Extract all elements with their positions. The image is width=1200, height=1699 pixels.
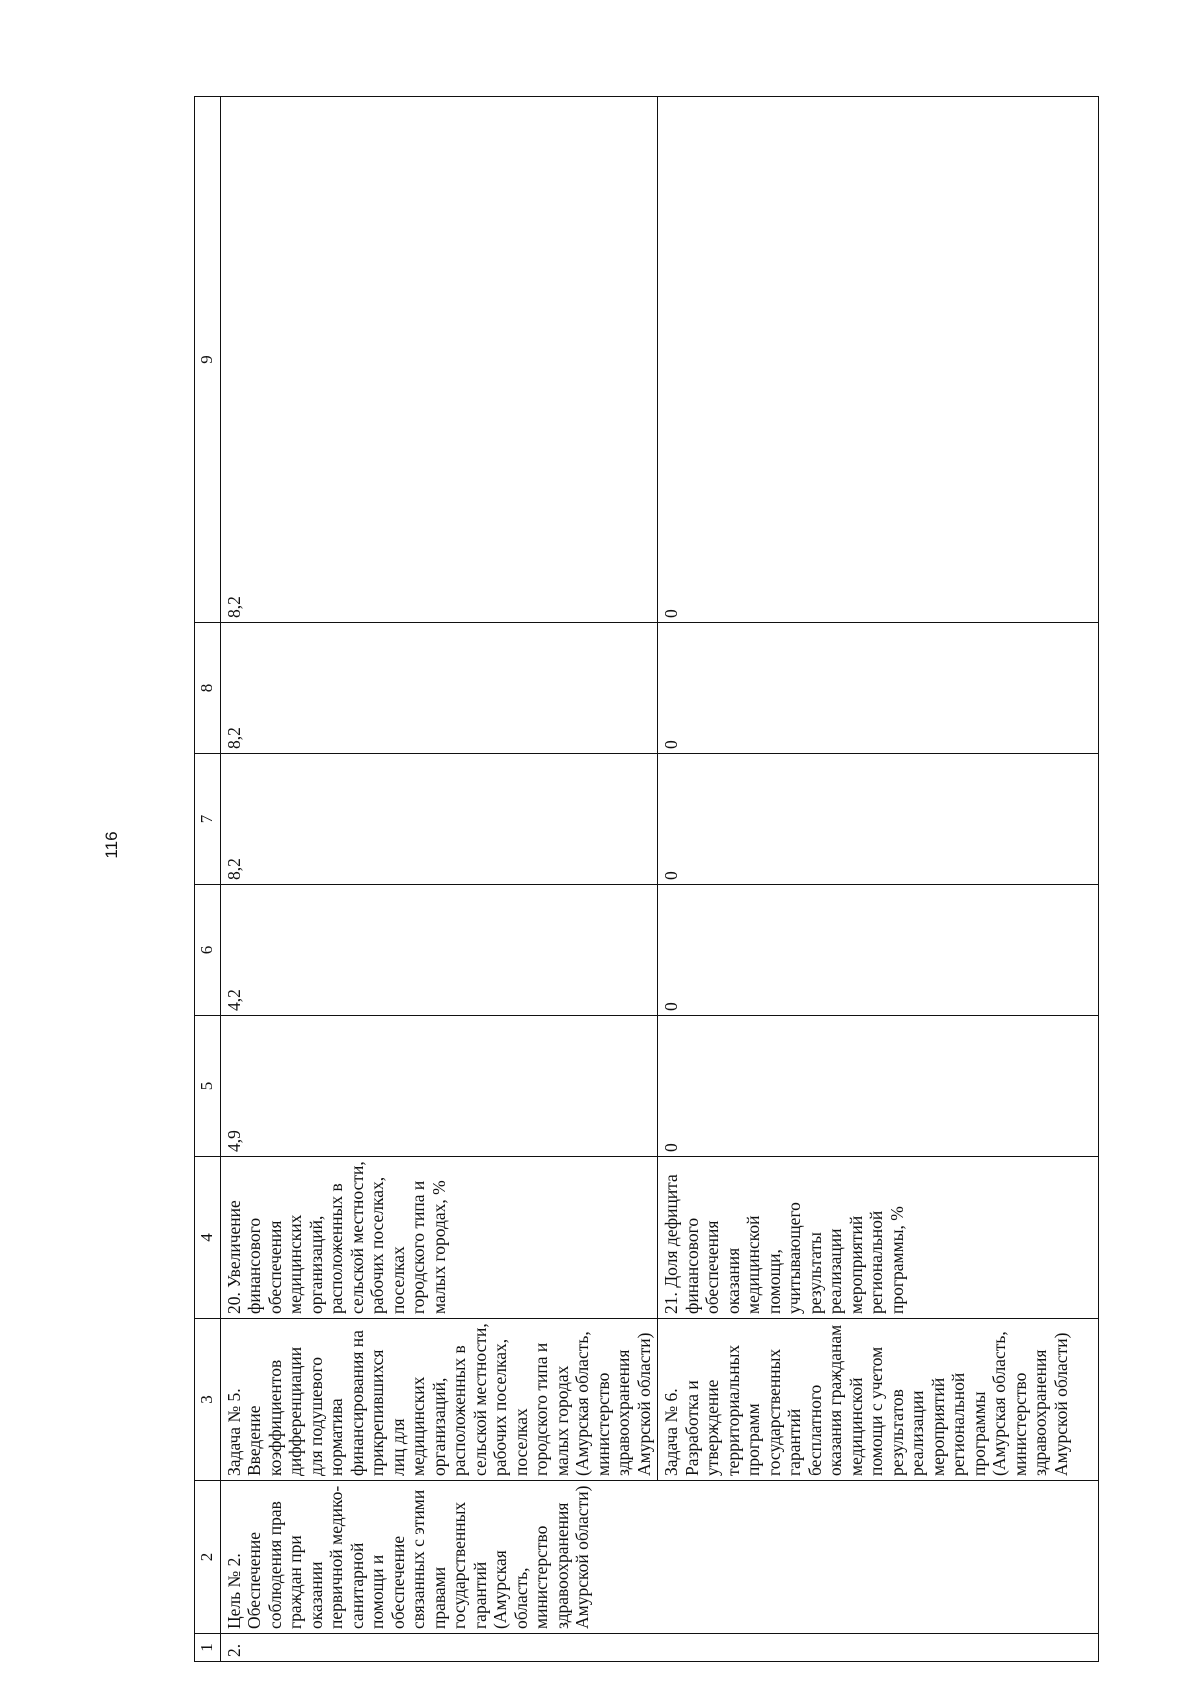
task-cell: Задача № 5. Введение коэффициентов дифференциации для подушевого норматива финансирования на прикрепившихся лиц для медицинских организаций, расположенных в сельской местности, рабочих поселках, поселках городского типа и малых городах (Амурская область, министерство здравоохранения Амурской области): [220, 1319, 658, 1481]
value-cell-7: 0: [658, 754, 1099, 885]
value-cell-7: 8,2: [220, 754, 658, 885]
value-cell-6: 4,2: [220, 885, 658, 1016]
row-number-cell: 2.: [220, 1634, 1099, 1662]
value-cell-5: 0: [658, 1016, 1099, 1157]
col-header-5: 5: [195, 1016, 221, 1157]
page-number: 116: [102, 831, 121, 859]
col-header-7: 7: [195, 754, 221, 885]
col-header-6: 6: [195, 885, 221, 1016]
table-row: [658, 97, 1099, 1662]
value-cell-8: 8,2: [220, 623, 658, 754]
indicators-table-wrapper: [194, 97, 1099, 1662]
value-cell-8: 0: [658, 623, 1099, 754]
value-cell-5: 4,9: [220, 1016, 658, 1157]
col-header-1: 1: [195, 1634, 221, 1662]
indicators-table: [194, 96, 1099, 1662]
col-header-3: 3: [195, 1319, 221, 1481]
table-row: [220, 97, 658, 1662]
col-header-8: 8: [195, 623, 221, 754]
col-header-9: 9: [195, 97, 221, 623]
indicator-cell: 21. Доля дефицита финансового обеспечения оказания медицинской помощи, учитывающего результаты реализации мероприятий региональной программы, %: [658, 1157, 1099, 1319]
task-cell: Задача № 6. Разработка и утверждение территориальных программ государственных гарантий бесплатного оказания гражданам медицинской помощи с учетом результатов реализации мероприятий региональной программы (Амурская область, министерство здравоохранения Амурской области): [658, 1319, 1099, 1481]
col-header-4: 4: [195, 1157, 221, 1319]
goal-cell: Цель № 2. Обеспечение соблюдения прав граждан при оказании первичной медико-санитарной помощи и обеспечение связанных с этими правами государственных гарантий (Амурская область, министерство здравоохранения Амурской области): [220, 1481, 1099, 1634]
indicator-cell: 20. Увеличение финансового обеспечения медицинских организаций, расположенных в сельской местности, рабочих поселках, поселках городского типа и малых городах, %: [220, 1157, 658, 1319]
value-cell-6: 0: [658, 885, 1099, 1016]
col-header-2: 2: [195, 1481, 221, 1634]
header-row: [195, 97, 221, 1662]
value-cell-9: 8,2: [220, 97, 658, 623]
value-cell-9: 0: [658, 97, 1099, 623]
